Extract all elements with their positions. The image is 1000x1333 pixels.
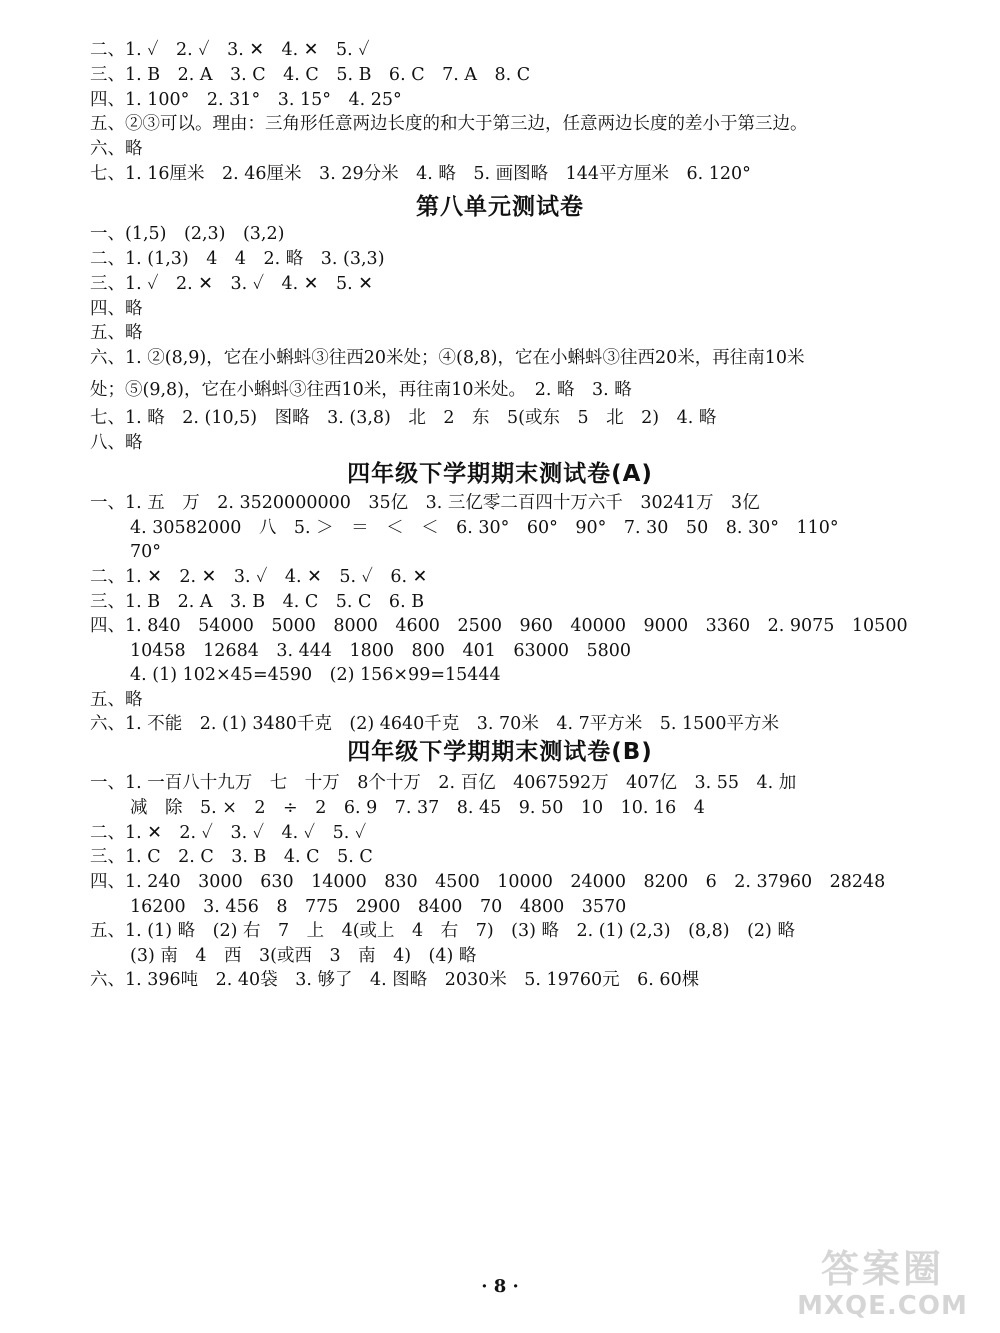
answer-line: 三、1. B 2. A 3. B 4. C 5. C 6. B	[90, 592, 425, 612]
answer-line: (3) 南 4 西 3(或西 3 南 4) (4) 略	[130, 946, 477, 966]
answer-line: 4. 30582000 八 5. ＞ ＝ ＜ ＜ 6. 30° 60° 90° 7. 30 50 8. 30° 110°	[130, 518, 839, 538]
answer-line: 六、略	[90, 139, 143, 159]
page-number: · 8 ·	[481, 1276, 519, 1297]
answer-line: 一、1. 五 万 2. 3520000000 35亿 3. 三亿零二百四十万六千 30241万 3亿	[90, 493, 760, 513]
answer-line: 二、1. ✕ 2. ✓ 3. ✓ 4. ✓ 5. ✓	[90, 823, 367, 843]
answer-line: 一、1. 一百八十九万 七 十万 8个十万 2. 百亿 4067592万 407亿 3. 55 4. 加	[90, 773, 797, 793]
answer-line: 一、(1,5) (2,3) (3,2)	[90, 224, 285, 244]
answer-line: 六、1. 396吨 2. 40袋 3. 够了 4. 图略 2030米 5. 19760元 6. 60棵	[90, 970, 700, 990]
site-watermark	[775, 1247, 990, 1327]
answer-line: 处；⑤(9,8)，它在小蝌蚪③往西10米，再往南10米处。 2. 略 3. 略	[90, 380, 632, 400]
answer-line: 三、1. B 2. A 3. C 4. C 5. B 6. C 7. A 8. C	[90, 65, 531, 85]
answer-line: 五、1. (1) 略 (2) 右 7 上 4(或上 4 右 7) (3) 略 2. (1) (2,3) (8,8) (2) 略	[90, 921, 795, 941]
answer-line: 六、1. 不能 2. (1) 3480千克 (2) 4640千克 3. 70米 4. 7平方米 5. 1500平方米	[90, 714, 780, 734]
answer-line: 二、1. ✕ 2. ✕ 3. ✓ 4. ✕ 5. ✓ 6. ✕	[90, 567, 428, 587]
answer-line: 二、1. ✓ 2. ✓ 3. ✕ 4. ✕ 5. ✓	[90, 40, 370, 60]
section-title-final-b: 四年级下学期期末测试卷(B)	[347, 739, 653, 765]
answer-line: 16200 3. 456 8 775 2900 8400 70 4800 3570	[130, 897, 627, 917]
answer-line: 4. (1) 102×45=4590 (2) 156×99=15444	[130, 665, 501, 685]
answer-line: 减 除 5. × 2 ÷ 2 6. 9 7. 37 8. 45 9. 50 10 10. 16 4	[130, 798, 705, 818]
answer-line: 八、略	[90, 433, 143, 453]
watermark-logo-text: 答案圈	[820, 1247, 944, 1291]
answer-line: 二、1. (1,3) 4 4 2. 略 3. (3,3)	[90, 249, 385, 269]
answer-line: 10458 12684 3. 444 1800 800 401 63000 5800	[130, 641, 632, 661]
answer-line: 五、略	[90, 690, 143, 710]
answer-line: 四、略	[90, 299, 143, 319]
answer-line: 三、1. C 2. C 3. B 4. C 5. C	[90, 847, 373, 867]
answer-line: 三、1. ✓ 2. ✕ 3. ✓ 4. ✕ 5. ✕	[90, 274, 373, 294]
section-title-unit8: 第八单元测试卷	[416, 194, 584, 220]
answer-line: 七、1. 16厘米 2. 46厘米 3. 29分米 4. 略 5. 画图略 144平方厘米 6. 120°	[90, 164, 751, 184]
answer-line: 五、②③可以。理由：三角形任意两边长度的和大于第三边，任意两边长度的差小于第三边。	[90, 114, 808, 134]
answer-line: 四、1. 240 3000 630 14000 830 4500 10000 24000 8200 6 2. 37960 28248	[90, 872, 886, 892]
answer-line: 四、1. 840 54000 5000 8000 4600 2500 960 40000 9000 3360 2. 9075 10500	[90, 616, 908, 636]
section-title-final-a: 四年级下学期期末测试卷(A)	[347, 461, 653, 487]
answer-line: 七、1. 略 2. (10,5) 图略 3. (3,8) 北 2 东 5(或东 5 北 2) 4. 略	[90, 408, 717, 428]
answer-line: 70°	[130, 542, 162, 562]
answer-line: 六、1. ②(8,9)，它在小蝌蚪③往西20米处；④(8,8)，它在小蝌蚪③往西20米，再往南10米	[90, 348, 805, 368]
answer-line: 五、略	[90, 323, 143, 343]
watermark-url: MXQE.COM	[797, 1291, 968, 1321]
answer-line: 四、1. 100° 2. 31° 3. 15° 4. 25°	[90, 90, 402, 110]
